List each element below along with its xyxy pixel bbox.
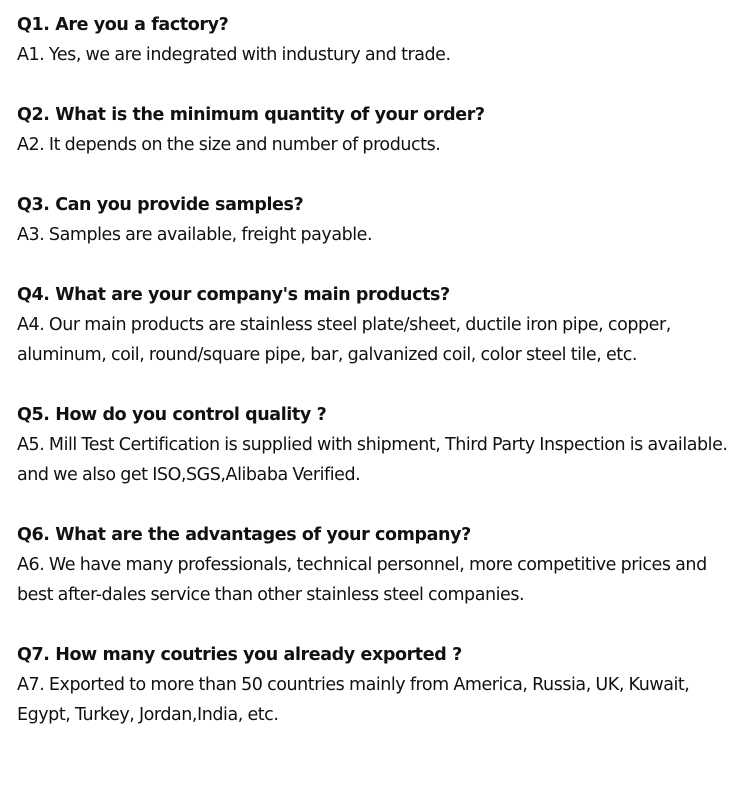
faq-question-5: Q5. How do you control quality ? [17,405,327,425]
faq-item-4 [17,280,745,370]
faq-answer-6: A6. We have many professionals, technical personnel, more competitive prices and best after-dales service than other stainless steel companies. [17,555,707,605]
faq-item-6 [17,520,745,610]
faq-answer-2: A2. It depends on the size and number of products. [17,135,441,155]
faq-answer-1: A1. Yes, we are indegrated with industury and trade. [17,45,451,65]
faq-answer-4: A4. Our main products are stainless steel plate/sheet, ductile iron pipe, copper, aluminum, coil, round/square pipe, bar, galvanized coil, color steel tile, etc. [17,315,671,365]
faq-item-3 [17,190,745,250]
faq-question-6: Q6. What are the advantages of your company? [17,525,471,545]
faq-item-5 [17,400,745,490]
faq-answer-3: A3. Samples are available, freight payable. [17,225,373,245]
faq-answer-5: A5. Mill Test Certification is supplied with shipment, Third Party Inspection is available. and we also get ISO,SGS,Alibaba Verified. [17,435,728,485]
faq-question-2: Q2. What is the minimum quantity of your order? [17,105,485,125]
faq-question-1: Q1. Are you a factory? [17,15,229,35]
faq-answer-7: A7. Exported to more than 50 countries mainly from America, Russia, UK, Kuwait, Egypt, Turkey, Jordan,India, etc. [17,675,690,725]
faq-list [17,10,745,760]
faq-question-7: Q7. How many coutries you already exported ? [17,645,462,665]
faq-item-1 [17,10,745,70]
faq-question-4: Q4. What are your company's main products? [17,285,450,305]
faq-question-3: Q3. Can you provide samples? [17,195,304,215]
faq-item-2 [17,100,745,160]
faq-item-7 [17,640,745,730]
